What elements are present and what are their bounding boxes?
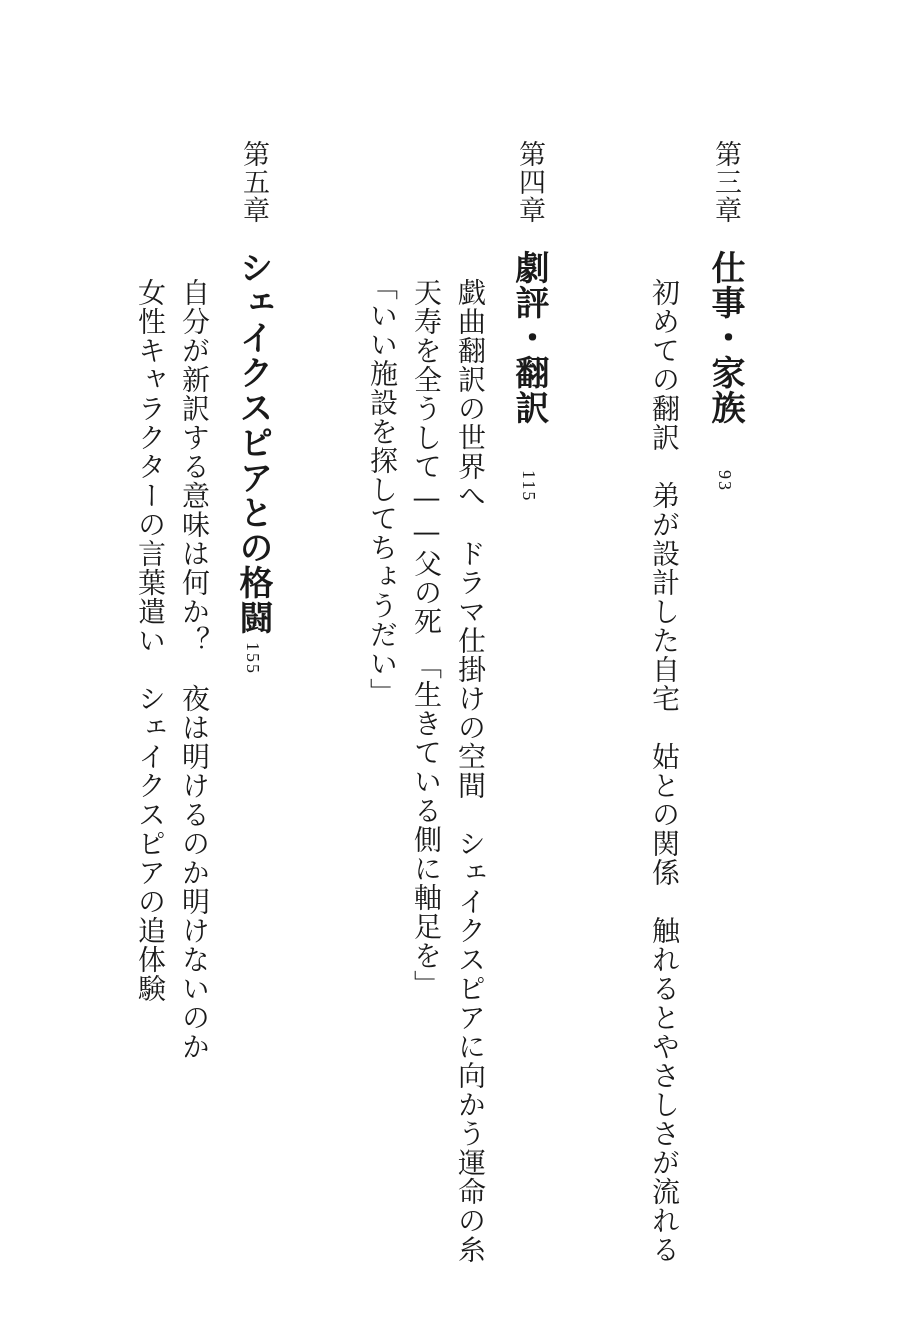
chapter-5-topics-line-2: 女性キャラクターの言葉遣い シェイクスピアの追体験 — [134, 278, 167, 1003]
chapter-3-title: 仕事・家族 — [705, 250, 745, 425]
chapter-5-title: シェイクスピアとの格闘 — [233, 250, 273, 635]
chapter-4-title: 劇評・翻訳 — [509, 250, 549, 425]
chapter-4-topics-line-2: 天寿を全うして——父の死 「生きている側に軸足を」 — [410, 278, 443, 999]
chapter-3-page-number: 93 — [715, 470, 735, 492]
chapter-5-page-number: 155 — [243, 642, 263, 675]
chapter-4-label: 第四章 — [514, 140, 545, 224]
chapter-5-label: 第五章 — [238, 140, 269, 224]
chapter-3-label: 第三章 — [710, 140, 741, 224]
chapter-4-topics-line-1: 戯曲翻訳の世界へ ドラマ仕掛けの空間 シェイクスピアに向かう運命の糸 — [454, 278, 487, 1264]
chapter-4-topics-line-3: 「いい施設を探してちょうだい」 — [366, 272, 399, 707]
chapter-3-topics-line-1: 初めての翻訳 弟が設計した自宅 姑との関係 触れるとやさしさが流れる — [648, 278, 681, 1264]
chapter-5-topics-line-1: 自分が新訳する意味は何か？ 夜は明けるのか明けないのか — [178, 278, 211, 1061]
chapter-4-page-number: 115 — [519, 470, 539, 503]
